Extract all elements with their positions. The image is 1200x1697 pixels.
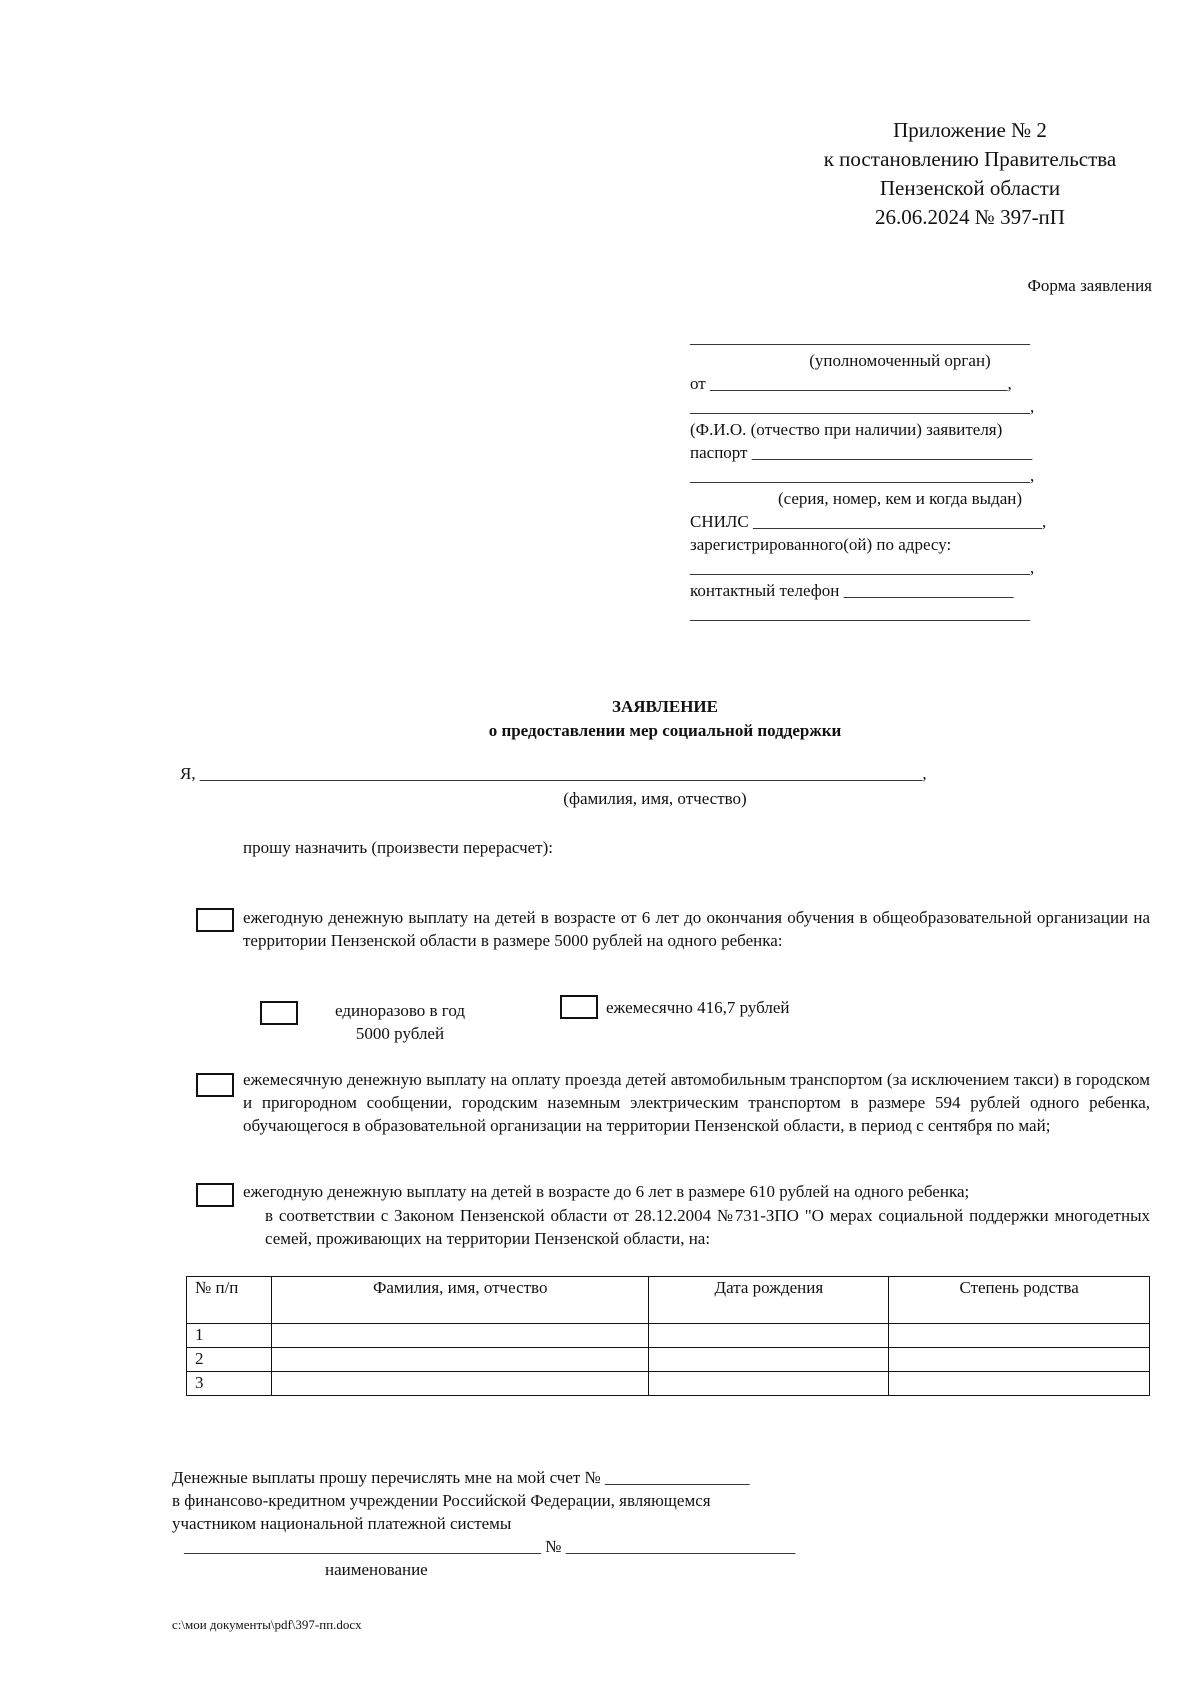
cell-relationship[interactable] [889,1348,1150,1372]
checkbox-once-per-year[interactable] [260,1001,298,1025]
bank-line: __________________________________________ № ___________________________ [184,1537,796,1556]
cell-relationship[interactable] [889,1324,1150,1348]
header-number: № п/п [187,1277,272,1324]
payment-block [172,1466,842,1535]
checkbox-monthly[interactable] [560,995,598,1019]
payment-line-1: Денежные выплаты прошу перечислять мне на мой счет № _________________ [172,1468,750,1487]
passport-line-2: ________________________________________, [690,466,1035,485]
from-line-2: ________________________________________, [690,397,1035,416]
cell-fio[interactable] [271,1348,649,1372]
snils-line: СНИЛС __________________________________, [690,512,1047,531]
header-line-1: Приложение № 2 [893,118,1047,142]
applicant-line: Я, _____________________________________________________________________________________, [180,764,927,783]
title-line-2: о предоставлении мер социальной поддержки [488,721,842,740]
cell-birth-date[interactable] [649,1372,889,1396]
row-number: 3 [187,1372,272,1396]
authority-line: ________________________________________ [690,328,1030,347]
once-per-year-line-2: 5000 рублей [355,1024,445,1043]
row-number: 1 [187,1324,272,1348]
option-annual-school: ежегодную денежную выплату на детей в возрасте от 6 лет до окончания обучения в общеобразовательной организации на территории Пензенской области в размере 5000 рублей на одного ребенка: [243,908,1150,950]
header-block [760,116,1180,232]
option-under-six: ежегодную денежную выплату на детей в возрасте до 6 лет в размере 610 рублей на одного ребенка; [243,1182,970,1201]
row-number: 2 [187,1348,272,1372]
registered-label: зарегистрированного(ой) по адресу: [690,535,952,554]
header-line-3: Пензенской области [879,176,1061,200]
cell-birth-date[interactable] [649,1324,889,1348]
fio-caption: (Ф.И.О. (отчество при наличии) заявителя) [690,420,1003,439]
once-per-year-line-1: единоразово в год [335,1001,465,1020]
addressee-bottom-line: ________________________________________ [690,604,1030,623]
bank-caption: наименование [325,1560,428,1579]
cell-relationship[interactable] [889,1372,1150,1396]
header-line-4: 26.06.2024 № 397-пП [875,205,1065,229]
address-line: ________________________________________, [690,558,1035,577]
checkbox-transport[interactable] [196,1073,234,1097]
applicant-caption: (фамилия, имя, отчество) [563,789,747,808]
option-monthly: ежемесячно 416,7 рублей [606,998,790,1017]
cell-fio[interactable] [271,1372,649,1396]
option-transport: ежемесячную денежную выплату на оплату проезда детей автомобильным транспортом (за исключением такси) в городском и пригородном сообщении, городским наземным электрическим транспортом в размере 594 рублей одного ребенка, обучающегося в образовательной организации на территории Пензенской области, в период с сентября по май; [243,1070,1150,1135]
cell-birth-date[interactable] [649,1348,889,1372]
header-relationship: Степень родства [889,1277,1150,1324]
passport-line: паспорт _________________________________ [690,443,1033,462]
form-label: Форма заявления [1027,276,1152,295]
table-header-row [187,1277,1150,1324]
header-line-2: к постановлению Правительства [823,147,1117,171]
option-once-per-year [310,999,490,1045]
phone-line: контактный телефон ____________________ [690,581,1014,600]
request-text: прошу назначить (произвести перерасчет): [243,838,553,857]
addressee-block [690,326,1110,625]
title-line-1: ЗАЯВЛЕНИЕ [611,697,718,716]
document-title [0,695,1200,743]
file-path-footer: c:\мои документы\pdf\397-пп.docx [172,1617,362,1632]
from-line: от ___________________________________, [690,374,1012,393]
header-fio: Фамилия, имя, отчество [271,1277,649,1324]
table-row [187,1324,1150,1348]
header-birth-date: Дата рождения [649,1277,889,1324]
law-reference: в соответствии с Законом Пензенской области от 28.12.2004 №731-ЗПО "О мерах социальной поддержки многодетных семей, проживающих на территории Пензенской области, на: [265,1206,1150,1248]
passport-caption: (серия, номер, кем и когда выдан) [777,489,1023,508]
checkbox-under-six[interactable] [196,1183,234,1207]
payment-line-3: участником национальной платежной системы [172,1514,512,1533]
relatives-table [186,1276,1150,1396]
table-row [187,1348,1150,1372]
cell-fio[interactable] [271,1324,649,1348]
payment-line-2: в финансово-кредитном учреждении Российской Федерации, являющемся [172,1491,711,1510]
authority-caption: (уполномоченный орган) [809,351,991,370]
checkbox-annual-school[interactable] [196,908,234,932]
table-row [187,1372,1150,1396]
